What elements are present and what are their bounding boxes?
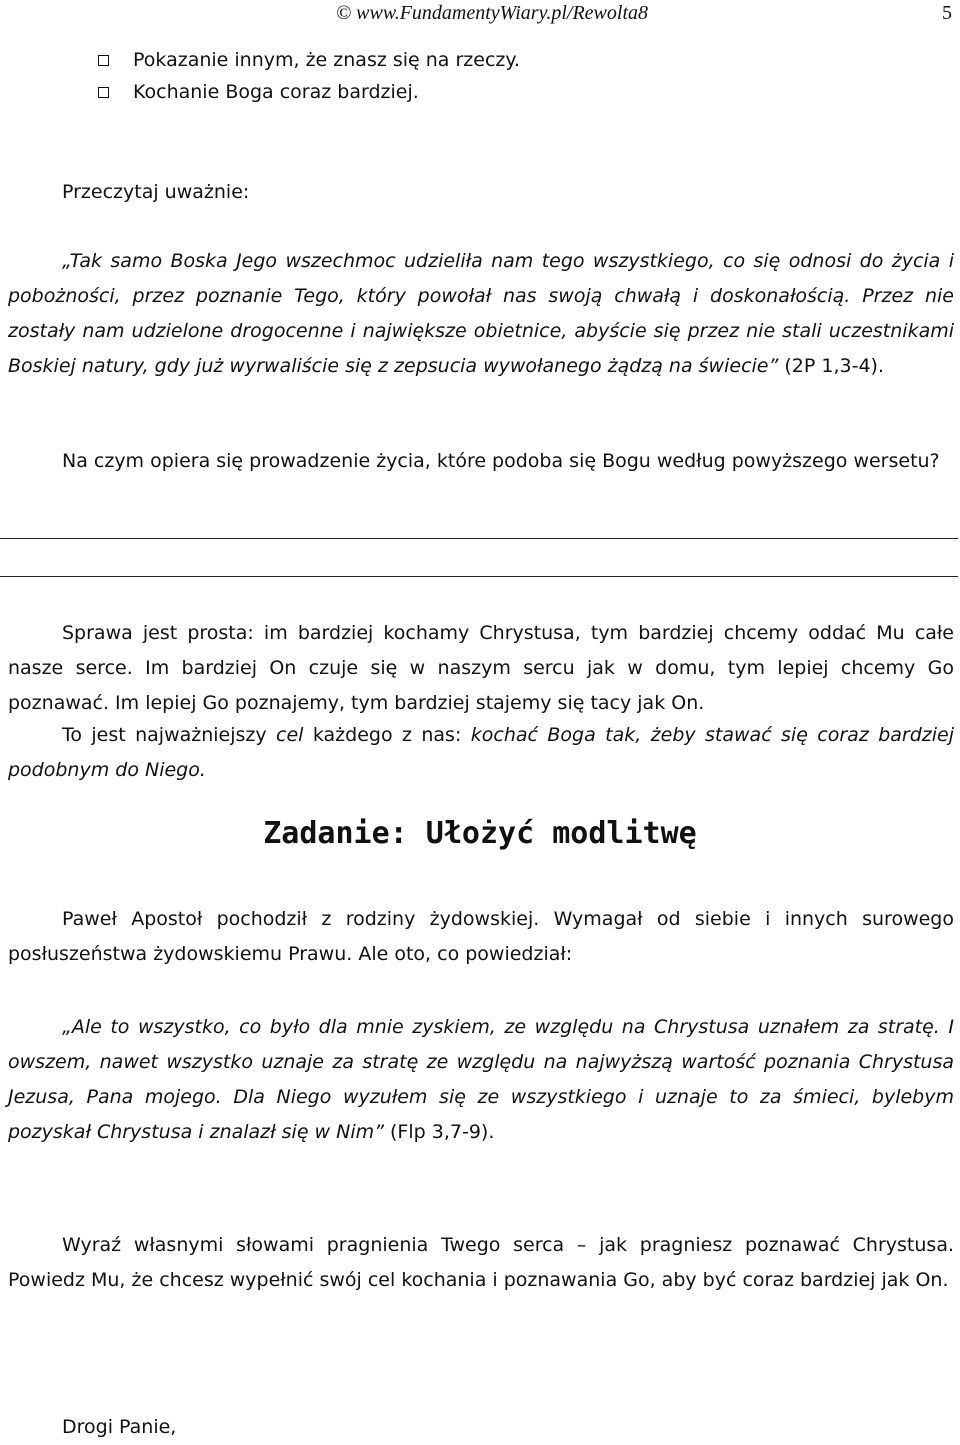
verse-reference: (Flp 3,7-9). bbox=[383, 1121, 495, 1143]
paragraph bbox=[8, 616, 954, 721]
list-item bbox=[96, 76, 936, 108]
paragraph-text: Paweł Apostoł pochodził z rodziny żydowskiej. Wymagał od siebie i innych surowego posłuszeństwa żydowskiemu Prawu. Ale oto, co powiedział: bbox=[8, 908, 954, 965]
page-header bbox=[0, 2, 960, 28]
read-label: Przeczytaj uważnie: bbox=[62, 181, 250, 203]
paragraph-text: Wyraź własnymi słowami pragnienia Twego serca – jak pragniesz poznawać Chrystusa. Powiedz Mu, że chcesz wypełnić swój cel kochania i poznawania Go, aby być coraz bardziej jak On. bbox=[8, 1234, 954, 1291]
site-url[interactable]: © www.FundamentyWiary.pl/Rewolta8 bbox=[335, 2, 648, 24]
goal-text-d: kochać Boga tak, żeby stawać się coraz bardziej podobnym do Niego. bbox=[8, 724, 954, 781]
answer-line[interactable] bbox=[0, 576, 958, 577]
closing-salutation: Drogi Panie, bbox=[62, 1416, 177, 1438]
goal-paragraph bbox=[8, 718, 954, 788]
bullet-text: Kochanie Boga coraz bardziej. bbox=[133, 81, 419, 103]
page-number: 5 bbox=[942, 2, 952, 24]
paragraph-text: Sprawa jest prosta: im bardziej kochamy Chrystusa, tym bardziej chcemy oddać Mu całe nasze serce. Im bardziej On czuje się w naszym sercu jak w domu, tym lepiej chcemy Go poznawać. Im lepiej Go poznajemy, tym bardziej stajemy się tacy jak On. bbox=[8, 622, 954, 714]
answer-line[interactable] bbox=[0, 538, 958, 539]
verse-text: „Ale to wszystko, co było dla mnie zyskiem, ze względu na Chrystusa uznałem za stratę. I owszem, nawet wszystko uznaje za stratę ze względu na najwyższą wartość poznania Chrystusa Jezusa, Pana mojego. Dla Niego wyzułem się ze wszystkiego i uznaje to za śmieci, bylebym pozyskał Chrystusa i znalazł się w Nim” bbox=[8, 1016, 954, 1143]
checkbox-square-icon bbox=[98, 87, 109, 98]
paragraph bbox=[8, 1228, 954, 1298]
question-text: Na czym opiera się prowadzenie życia, które podoba się Bogu według powyższego wersetu? bbox=[62, 450, 940, 472]
checkbox-square-icon bbox=[98, 55, 109, 66]
verse-quote-2 bbox=[8, 1010, 954, 1150]
goal-text-a: To jest najważniejszy bbox=[62, 724, 277, 746]
verse-reference: (2P 1,3-4). bbox=[778, 355, 884, 377]
verse-quote-1 bbox=[8, 244, 954, 384]
goal-cel: cel bbox=[276, 724, 304, 746]
bullet-list bbox=[96, 44, 936, 108]
bullet-text: Pokazanie innym, że znasz się na rzeczy. bbox=[133, 49, 520, 71]
list-item bbox=[96, 44, 936, 76]
goal-text-c: każdego z nas: bbox=[303, 724, 471, 746]
question bbox=[8, 444, 954, 479]
paragraph bbox=[8, 902, 954, 972]
verse-text: „Tak samo Boska Jego wszechmoc udzieliła nam tego wszystkiego, co się odnosi do życia i pobożności, przez poznanie Tego, który powołał nas swoją chwałą i doskonałością. Przez nie zostały nam udzielone drogocenne i największe obietnice, abyście się przez nie stali uczestnikami Boskiej natury, gdy już wyrwaliście się z zepsucia wywołanego żądzą na świecie” bbox=[8, 250, 954, 377]
section-heading: Zadanie: Ułożyć modlitwę bbox=[263, 816, 697, 851]
